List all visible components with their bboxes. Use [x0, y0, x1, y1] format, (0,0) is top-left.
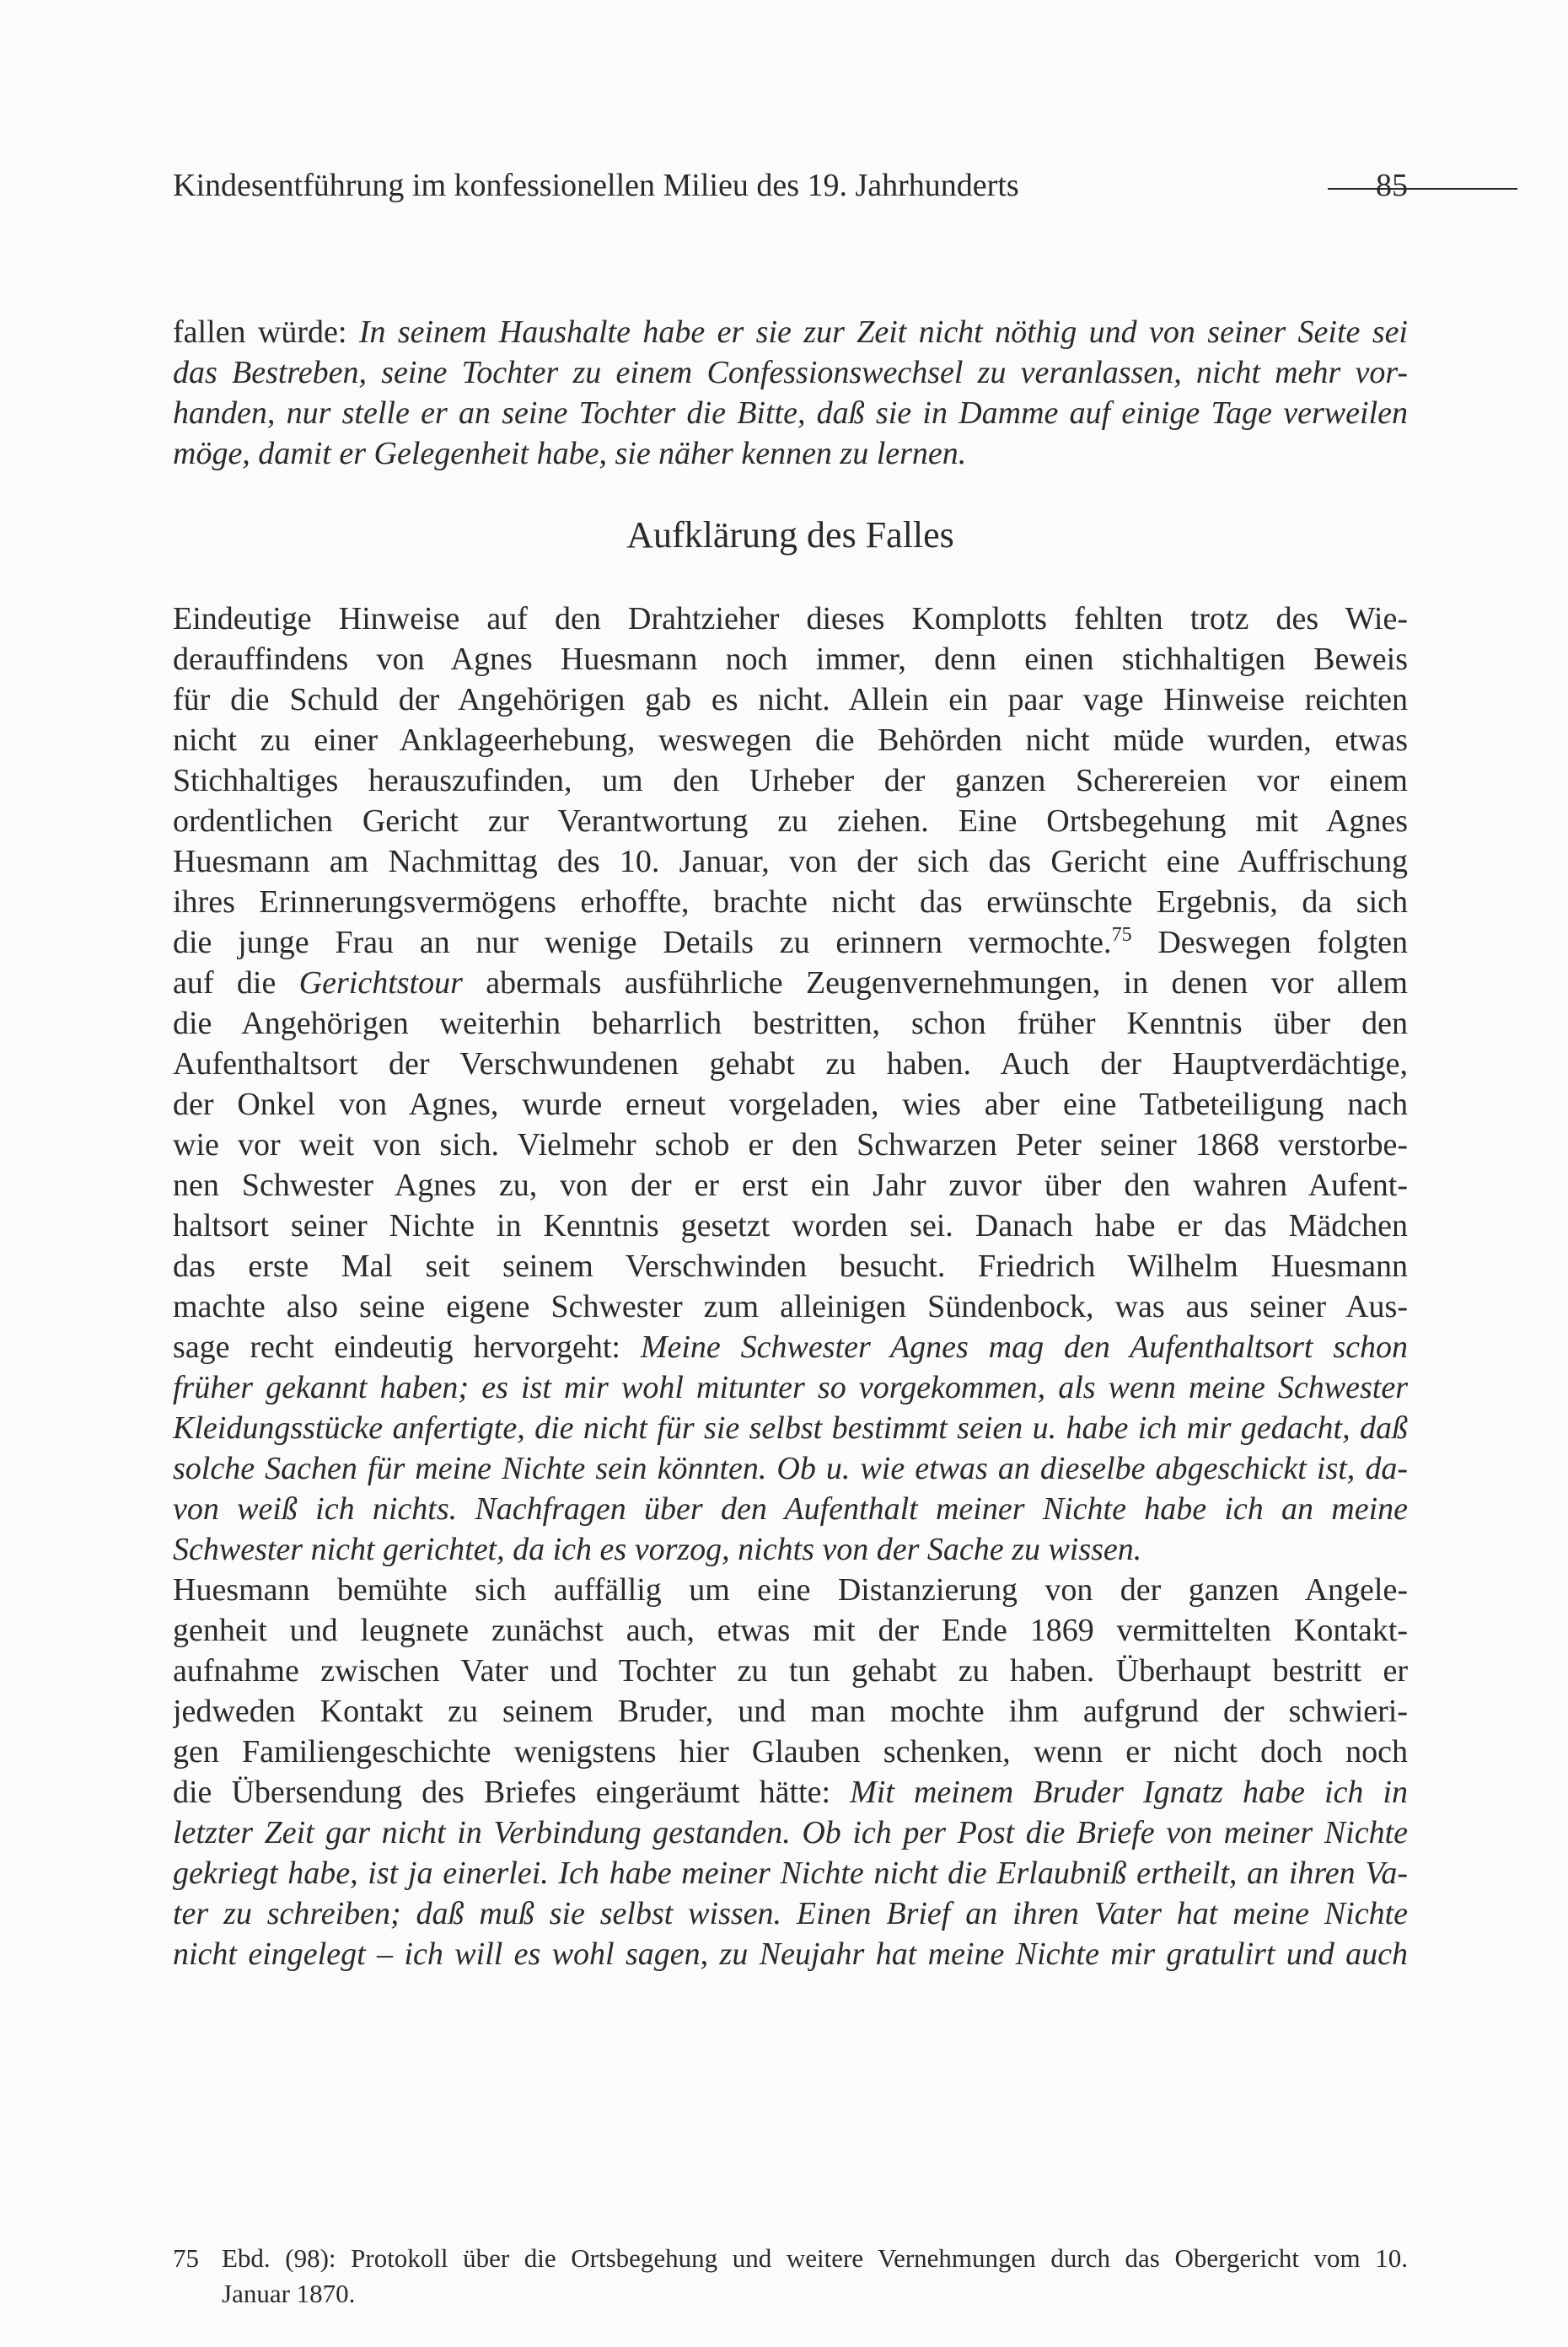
text-line: früher gekannt haben; es ist mir wohl mitunter so vorgekommen, als wenn meine Schwester	[173, 1370, 1408, 1405]
text-line: wie vor weit von sich. Vielmehr schob er den Schwarzen Peter seiner 1868 verstorbe-	[173, 1127, 1408, 1163]
text-line: nicht zu einer Anklageerhebung, weswegen die Behörden nicht müde wurden, etwas	[173, 722, 1408, 758]
text-line: Schwester nicht gerichtet, da ich es vorzog, nichts von der Sache zu wissen.	[173, 1532, 1142, 1567]
text-line: Kleidungsstücke anfertigte, die nicht für sie selbst bestimmt seien u. habe ich mir gedacht, daß	[173, 1410, 1408, 1446]
running-head	[173, 160, 1408, 211]
page-number: 85	[1376, 168, 1408, 203]
text-line: nicht eingelegt – ich will es wohl sagen, zu Neujahr hat meine Nichte mir gratulirt und auch	[173, 1936, 1408, 1972]
text-line: Stichhaltiges herauszufinden, um den Urheber der ganzen Scherereien vor einem	[173, 763, 1408, 798]
paragraph-secondary	[173, 1570, 1408, 1974]
footnote-number: 75	[173, 2243, 199, 2273]
footnote-text	[222, 2241, 1408, 2312]
text-line: fallen würde: In seinem Haushalte habe er sie zur Zeit nicht nöthig und von seiner Seite sei	[173, 314, 1408, 350]
text-line: nen Schwester Agnes zu, von der er erst ein Jahr zuvor über den wahren Aufent-	[173, 1168, 1408, 1203]
text-line: der Onkel von Agnes, wurde erneut vorgeladen, wies aber eine Tatbeteiligung nach	[173, 1087, 1408, 1122]
text-line: gekriegt habe, ist ja einerlei. Ich habe meiner Nichte nicht die Erlaubniß ertheilt, an ihren Va-	[173, 1856, 1408, 1891]
text-line: genheit und leugnete zunächst auch, etwas mit der Ende 1869 vermittelten Kontakt-	[173, 1613, 1408, 1648]
text-line: von weiß ich nichts. Nachfragen über den Aufenthalt meiner Nichte habe ich an meine	[173, 1491, 1408, 1527]
running-head-title: Kindesentführung im konfessionellen Milieu des 19. Jahrhunderts	[173, 168, 1019, 203]
text-line: handen, nur stelle er an seine Tochter die Bitte, daß sie in Damme auf einige Tage verweilen	[173, 395, 1408, 431]
footnote-line: Ebd. (98): Protokoll über die Ortsbegehung und weitere Vernehmungen durch das Obergericht vom 10.	[222, 2243, 1408, 2273]
text-line: ter zu schreiben; daß muß sie selbst wissen. Einen Brief an ihren Vater hat meine Nichte	[173, 1896, 1408, 1931]
text-line: Eindeutige Hinweise auf den Drahtzieher dieses Komplotts fehlten trotz des Wie-	[173, 601, 1408, 636]
text-line: letzter Zeit gar nicht in Verbindung gestanden. Ob ich per Post die Briefe von meiner Nichte	[173, 1815, 1408, 1850]
text-line: machte also seine eigene Schwester zum alleinigen Sündenbock, was aus seiner Aus-	[173, 1289, 1408, 1324]
text-line: die Angehörigen weiterhin beharrlich bestritten, schon früher Kenntnis über den	[173, 1006, 1408, 1041]
footnote-line: Januar 1870.	[222, 2279, 356, 2308]
text-line: möge, damit er Gelegenheit habe, sie näher kennen zu lernen.	[173, 436, 967, 471]
text-line: das erste Mal seit seinem Verschwinden besucht. Friedrich Wilhelm Huesmann	[173, 1249, 1408, 1284]
text-line: ihres Erinnerungsvermögens erhoffte, brachte nicht das erwünschte Ergebnis, da sich	[173, 884, 1408, 920]
text-line: die junge Frau an nur wenige Details zu erinnern vermochte.$^{75}$ Deswegen folgten	[173, 924, 1408, 960]
text-line: haltsort seiner Nichte in Kenntnis gesetzt worden sei. Danach habe er das Mädchen	[173, 1208, 1408, 1243]
text-line: sage recht eindeutig hervorgeht: Meine Schwester Agnes mag den Aufenthaltsort schon	[173, 1329, 1408, 1365]
text-line: Huesmann am Nachmittag des 10. Januar, von der sich das Gericht eine Auffrischung	[173, 844, 1408, 879]
text-line: die Übersendung des Briefes eingeräumt hätte: Mit meinem Bruder Ignatz habe ich in	[173, 1775, 1408, 1810]
paragraph-quote-continuation	[173, 312, 1408, 474]
text-line: aufnahme zwischen Vater und Tochter zu tun gehabt zu haben. Überhaupt bestritt er	[173, 1653, 1408, 1689]
text-line: Huesmann bemühte sich auffällig um eine Distanzierung von der ganzen Angele-	[173, 1572, 1408, 1608]
text-line: jedweden Kontakt zu seinem Bruder, und man mochte ihm aufgrund der schwieri-	[173, 1694, 1408, 1729]
text-line: Aufenthaltsort der Verschwundenen gehabt zu haben. Auch der Hauptverdächtige,	[173, 1046, 1408, 1082]
text-line: auf die Gerichtstour abermals ausführliche Zeugenvernehmungen, in denen vor allem	[173, 965, 1408, 1001]
text-line: das Bestreben, seine Tochter zu einem Confessionswechsel zu veranlassen, nicht mehr vor-	[173, 355, 1408, 390]
text-line: gen Familiengeschichte wenigstens hier Glauben schenken, wenn er nicht doch noch	[173, 1734, 1408, 1770]
text-line: für die Schuld der Angehörigen gab es nicht. Allein ein paar vage Hinweise reichten	[173, 682, 1408, 717]
running-head-rule	[1328, 188, 1517, 190]
text-line: solche Sachen für meine Nichte sein könnten. Ob u. wie etwas an dieselbe abgeschickt ist, da-	[173, 1451, 1408, 1486]
text-line: ordentlichen Gericht zur Verantwortung zu ziehen. Eine Ortsbegehung mit Agnes	[173, 803, 1408, 839]
text-line: derauffindens von Agnes Huesmann noch immer, denn einen stichhaltigen Beweis	[173, 642, 1408, 677]
section-heading: Aufklärung des Falles	[626, 514, 954, 556]
paragraph-main	[173, 599, 1408, 1570]
